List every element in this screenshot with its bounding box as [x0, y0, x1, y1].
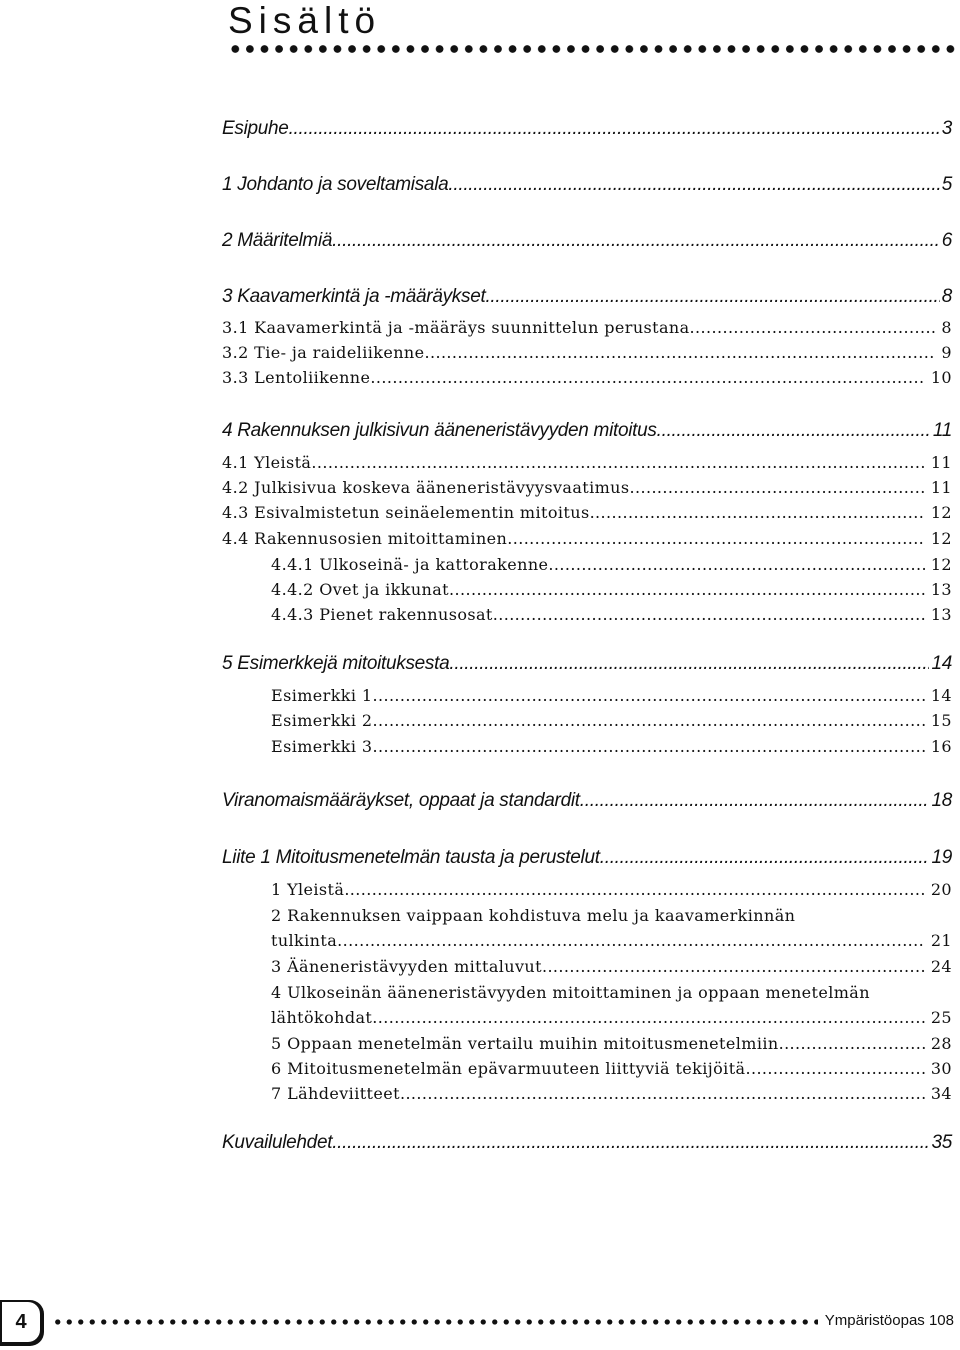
- toc-entry[interactable]: [271, 981, 958, 1005]
- toc-entry[interactable]: [222, 316, 952, 340]
- toc-entry-label: 4.3 Esivalmistetun seinäelementin mitoitus: [222, 503, 590, 522]
- toc-dot-leader: [372, 684, 924, 708]
- toc-entry-page: 5: [941, 174, 952, 195]
- toc-entry-page: 10: [930, 368, 952, 387]
- toc-entry-label: 3.2 Tie- ja raideliikenne: [222, 343, 425, 362]
- toc-dot-leader: [372, 735, 924, 759]
- toc-entry[interactable]: [222, 527, 952, 551]
- toc-dot-leader: [337, 929, 925, 953]
- toc-entry-page: 20: [930, 880, 952, 899]
- toc-entry-label: 3 Kaavamerkintä ja -määräykset: [222, 286, 486, 307]
- toc-entry[interactable]: [271, 1082, 952, 1106]
- toc-dot-leader: [449, 578, 925, 602]
- toc-entry-page: 14: [930, 686, 952, 705]
- toc-entry-page: 13: [930, 580, 952, 599]
- toc-entry-page: 11: [930, 453, 952, 472]
- toc-entry-page: 16: [930, 737, 952, 756]
- toc-entry-label: 1 Johdanto ja soveltamisala: [222, 174, 449, 195]
- toc-dot-leader: [370, 366, 924, 390]
- toc-entry-label: 4.1 Yleistä: [222, 453, 312, 472]
- toc-entry-page: 25: [930, 1008, 952, 1027]
- toc-entry[interactable]: [271, 553, 952, 577]
- toc-dot-leader: [690, 316, 936, 340]
- toc-dot-leader: [590, 501, 925, 525]
- toc-entry-page: 11: [932, 420, 952, 441]
- toc-dot-leader: [448, 173, 939, 197]
- toc-entry-label: 6 Mitoitusmenetelmän epävarmuuteen liittyviä tekijöitä: [271, 1059, 746, 1078]
- toc-entry[interactable]: [271, 578, 952, 602]
- page-footer: [0, 1300, 960, 1350]
- toc-entry[interactable]: [222, 285, 952, 309]
- toc-dot-leader: [289, 117, 940, 141]
- toc-dot-leader: [311, 451, 924, 475]
- page-number-tab: [0, 1300, 44, 1346]
- footer-dot-rule: [52, 1317, 818, 1327]
- toc-entry-label: 4.2 Julkisivua koskeva ääneneristävyysvaatimus: [222, 478, 630, 497]
- toc-entry[interactable]: [271, 878, 952, 902]
- toc-entry[interactable]: [222, 451, 952, 475]
- toc-dot-leader: [507, 527, 925, 551]
- toc-entry[interactable]: [222, 117, 952, 141]
- toc-entry[interactable]: [222, 341, 952, 365]
- toc-dot-leader: [424, 341, 935, 365]
- toc-entry[interactable]: [222, 366, 952, 390]
- toc-entry[interactable]: [222, 476, 952, 500]
- toc-entry-page: 28: [930, 1034, 952, 1053]
- toc-entry-label: 4.4.1 Ulkoseinä- ja kattorakenne: [271, 555, 549, 574]
- toc-dot-leader: [548, 553, 924, 577]
- toc-dot-leader: [344, 878, 925, 902]
- toc-dot-leader: [372, 1006, 925, 1030]
- toc-entry-page: 30: [930, 1059, 952, 1078]
- toc-entry-page: 35: [931, 1132, 952, 1153]
- toc-dot-leader: [657, 419, 931, 443]
- toc-dot-leader: [600, 846, 930, 870]
- toc-entry-page: 12: [930, 503, 952, 522]
- toc-entry-label: 5 Esimerkkejä mitoituksesta: [222, 653, 450, 674]
- toc-entry-page: 12: [930, 529, 952, 548]
- toc-entry-label: 7 Lähdeviitteet: [271, 1084, 400, 1103]
- toc-entry[interactable]: [271, 709, 952, 733]
- toc-entry-label: lähtökohdat: [271, 1008, 373, 1027]
- toc-entry-label: 3 Ääneneristävyyden mittaluvut: [271, 957, 542, 976]
- toc-dot-leader: [493, 603, 925, 627]
- toc-dot-leader: [745, 1057, 924, 1081]
- toc-entry-label: 4.4.2 Ovet ja ikkunat: [271, 580, 450, 599]
- toc-entry-page: 8: [941, 318, 952, 337]
- toc-entry[interactable]: [271, 1006, 952, 1030]
- toc-entry-label: Esimerkki 1: [271, 686, 373, 705]
- toc-entry-label: Kuvailulehdet: [222, 1132, 333, 1153]
- toc-entry[interactable]: [271, 1057, 952, 1081]
- page-number: 4: [2, 1302, 40, 1342]
- toc-entry-label: tulkinta: [271, 931, 338, 950]
- publication-name: Ympäristöopas 108: [824, 1312, 954, 1329]
- toc-entry[interactable]: [222, 652, 952, 676]
- page-title: Sisältö: [228, 0, 382, 41]
- toc-entry-page: 9: [941, 343, 952, 362]
- toc-dot-leader: [580, 789, 930, 813]
- toc-entry-page: 13: [930, 605, 952, 624]
- toc-entry-label: 4.4.3 Pienet rakennusosat: [271, 605, 493, 624]
- toc-entry-page: 24: [930, 957, 952, 976]
- toc-entry[interactable]: [222, 229, 952, 253]
- toc-entry-page: 11: [930, 478, 952, 497]
- toc-entry-page: 34: [930, 1084, 952, 1103]
- toc-entry-label: 4.4 Rakennusosien mitoittaminen: [222, 529, 508, 548]
- toc-entry-label: 2 Rakennuksen vaippaan kohdistuva melu ja kaavamerkinnän: [271, 906, 796, 925]
- toc-entry[interactable]: [222, 419, 952, 443]
- toc-entry[interactable]: [271, 955, 952, 979]
- toc-entry[interactable]: [271, 1032, 952, 1056]
- toc-entry[interactable]: [271, 684, 952, 708]
- toc-entry[interactable]: [271, 735, 952, 759]
- toc-entry-label: 1 Yleistä: [271, 880, 345, 899]
- toc-entry[interactable]: [271, 603, 952, 627]
- toc-entry-page: 12: [930, 555, 952, 574]
- toc-entry[interactable]: [222, 846, 952, 870]
- toc-entry[interactable]: [222, 501, 952, 525]
- toc-dot-leader: [400, 1082, 925, 1106]
- toc-entry[interactable]: [222, 789, 952, 813]
- toc-entry[interactable]: [222, 1131, 952, 1155]
- toc-entry-label: Viranomaismääräykset, oppaat ja standardit: [222, 790, 580, 811]
- toc-entry-label: Liite 1 Mitoitusmenetelmän tausta ja perustelut: [222, 847, 600, 868]
- toc-entry-page: 3: [941, 118, 952, 139]
- toc-entry-label: 2 Määritelmiä: [222, 230, 333, 251]
- toc-entry-page: 14: [931, 653, 952, 674]
- toc-dot-leader: [485, 285, 939, 309]
- toc-entry[interactable]: [271, 904, 796, 928]
- toc-entry-page: 6: [941, 230, 952, 251]
- toc-entry-page: 19: [931, 847, 952, 868]
- toc-dot-leader: [449, 652, 929, 676]
- toc-entry-page: 21: [930, 931, 952, 950]
- toc-dot-leader: [630, 476, 925, 500]
- toc-entry-label: 4 Rakennuksen julkisivun ääneneristävyyden mitoitus: [222, 420, 657, 441]
- toc-entry-page: 8: [941, 286, 952, 307]
- toc-entry-label: Esimerkki 2: [271, 711, 373, 730]
- toc-dot-leader: [372, 709, 924, 733]
- toc-entry-label: 3.1 Kaavamerkintä ja -määräys suunnittelun perustana: [222, 318, 690, 337]
- toc-entry[interactable]: [271, 929, 952, 953]
- toc-entry-page: 18: [931, 790, 952, 811]
- toc-dot-leader: [779, 1032, 925, 1056]
- toc-dot-leader: [332, 229, 940, 253]
- toc-dot-leader: [332, 1131, 929, 1155]
- toc-entry-label: Esimerkki 3: [271, 737, 373, 756]
- toc-entry-label: 4 Ulkoseinän ääneneristävyyden mitoittaminen ja oppaan menetelmän: [271, 983, 870, 1002]
- toc-entry[interactable]: [222, 173, 952, 197]
- toc-entry-label: 3.3 Lentoliikenne: [222, 368, 371, 387]
- toc-entry-label: Esipuhe: [222, 118, 289, 139]
- toc-dot-leader: [542, 955, 925, 979]
- toc-entry-page: 15: [930, 711, 952, 730]
- toc-entry-label: 5 Oppaan menetelmän vertailu muihin mitoitusmenetelmiin: [271, 1034, 779, 1053]
